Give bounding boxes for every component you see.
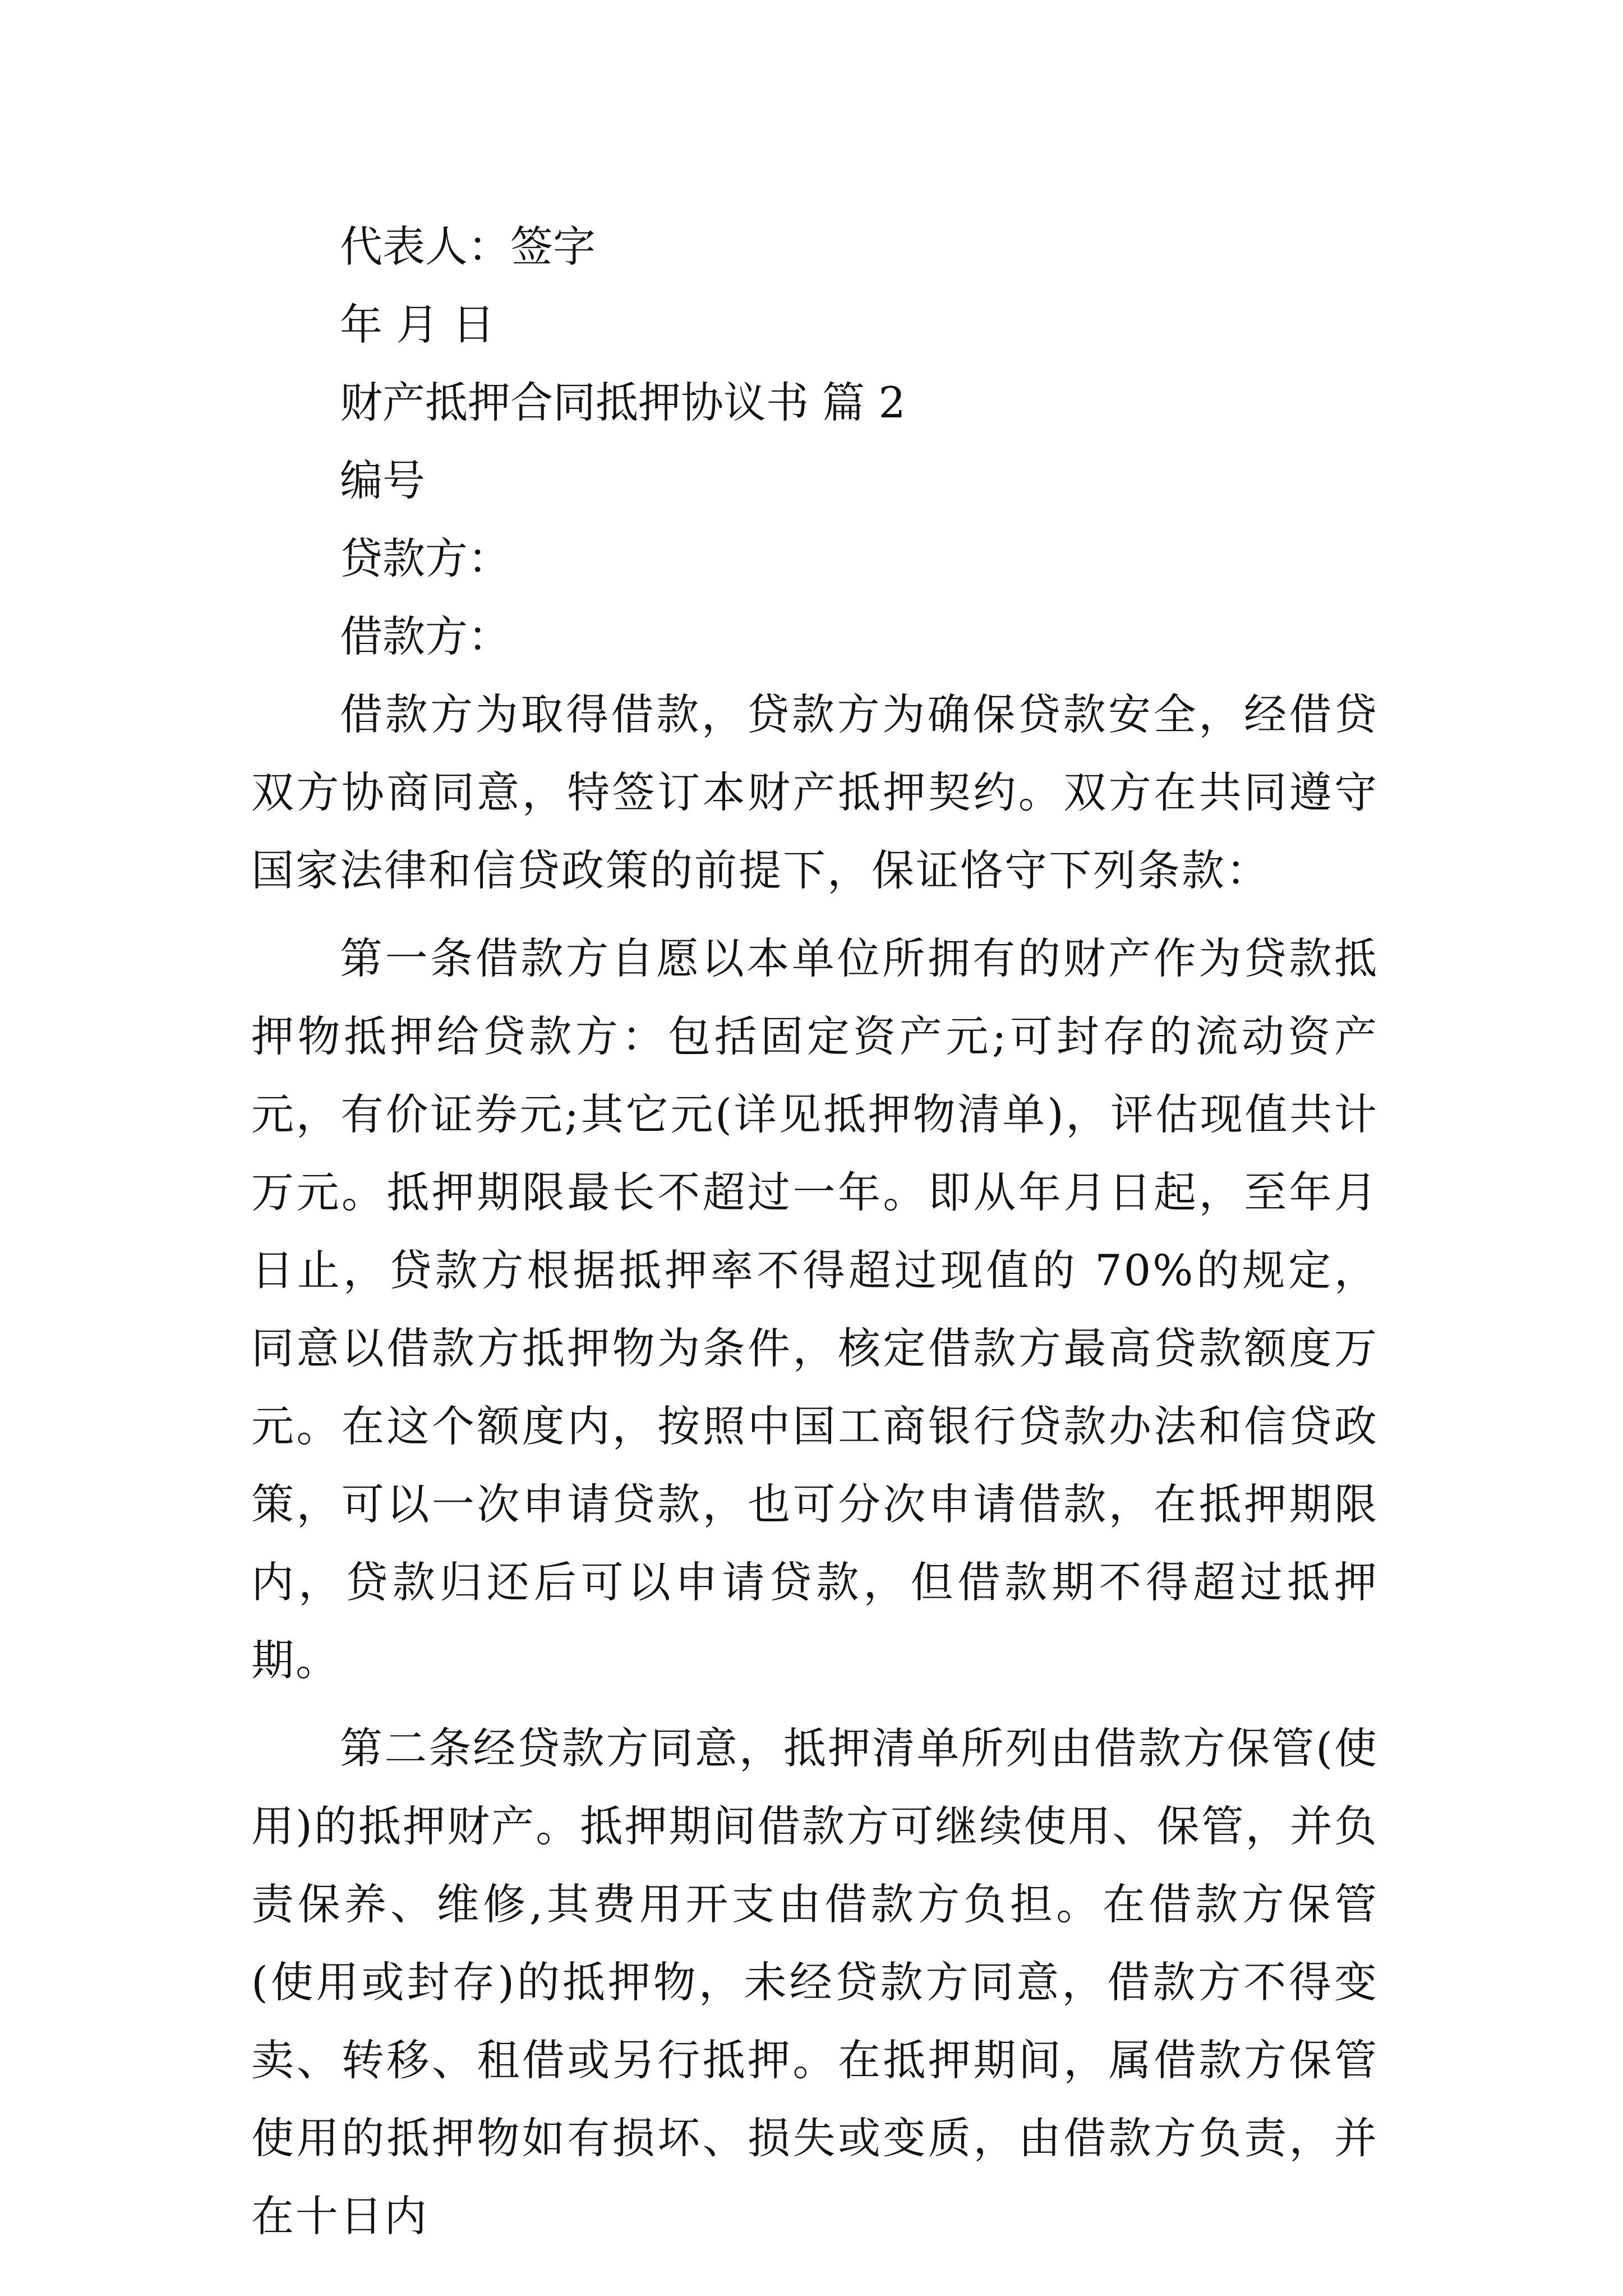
- preamble-paragraph: 借款方为取得借款，贷款方为确保贷款安全，经借贷双方协商同意，特签订本财产抵押契约。双方在共同遵守国家法律和信贷政策的前提下，保证恪守下列条款：: [251, 689, 1378, 895]
- borrower-label: 借款方：: [340, 611, 510, 661]
- contract-number-label: 编号: [340, 455, 425, 505]
- lender-label: 贷款方：: [340, 533, 510, 583]
- section-title: 财产抵押合同抵押协议书 篇 2: [340, 378, 906, 427]
- document-body: [251, 208, 1378, 2255]
- representative-signature-line: 代表人：签字: [340, 222, 596, 272]
- article-2-paragraph: 第二条经贷款方同意，抵押清单所列由借款方保管(使用)的抵押财产。抵押期间借款方可继续使用、保管，并负责保养、维修,其费用开支由借款方负担。在借款方保管(使用或封存)的抵押物，未经贷款方同意，借款方不得变卖、转移、租借或另行抵押。在抵押期间，属借款方保管使用的抵押物如有损坏、损失或变质，由借款方负责，并在十日内: [251, 1723, 1378, 2241]
- article-1-paragraph: 第一条借款方自愿以本单位所拥有的财产作为贷款抵押物抵押给贷款方：包括固定资产元;可封存的流动资产元，有价证券元;其它元(详见抵押物清单)，评估现值共计万元。抵押期限最长不超过一年。即从年月日起，至年月日止，贷款方根据抵押率不得超过现值的 70%的规定，同意以借款方抵押物为条件，核定借款方最高贷款额度万元。在这个额度内，按照中国工商银行贷款办法和信贷政策，可以一次申请贷款，也可分次申请借款，在抵押期限内，贷款归还后可以申请贷款，但借款期不得超过抵押期。: [251, 933, 1378, 1685]
- date-line: 年 月 日: [340, 300, 495, 349]
